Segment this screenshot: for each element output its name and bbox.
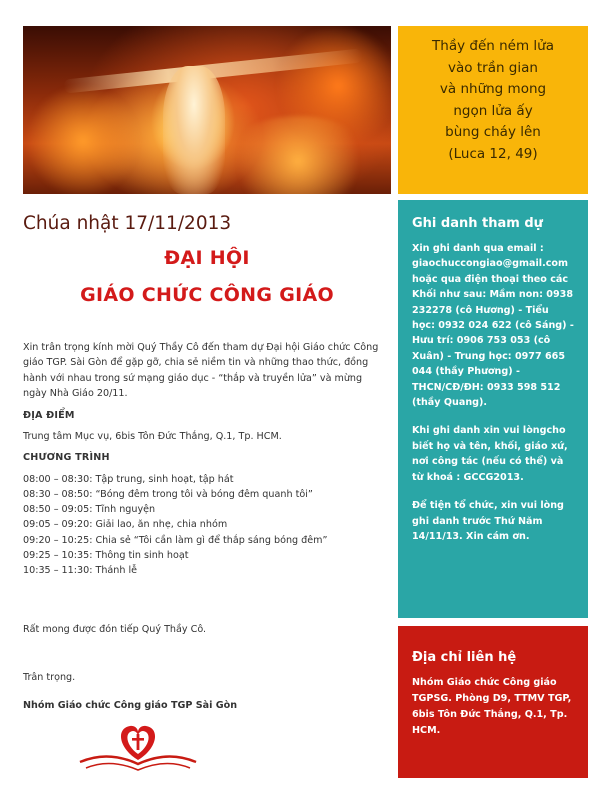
- schedule-item: 08:30 – 08:50: “Bóng đêm trong tôi và bóng đêm quanh tôi”: [23, 489, 313, 501]
- quote-reference: (Luca 12, 49): [448, 145, 538, 162]
- registration-info: Khi ghi danh xin vui lòngcho biết họ và tên, khối, giáo xứ, nơi công tác (nếu có thể) và từ khoá : GCCG2013.: [412, 425, 568, 483]
- invitation-body: [23, 340, 388, 578]
- schedule-item: 09:05 – 09:20: Giải lao, ăn nhẹ, chia nhóm: [23, 519, 228, 531]
- hero-image: [23, 26, 391, 194]
- heart-book-cross-logo-icon: [78, 720, 198, 772]
- venue-text: Trung tâm Mục vụ, 6bis Tôn Đức Thắng, Q.1, Tp. HCM.: [23, 431, 282, 443]
- schedule-item: 09:25 – 10:35: Thông tin sinh hoạt: [23, 549, 189, 561]
- quote-line: ngọn lửa ấy: [453, 102, 533, 119]
- quote-line: Thầy đến ném lửa: [432, 38, 554, 54]
- intro-paragraph: Xin trân trọng kính mời Quý Thầy Cô đến tham dự Đại hội Giáo chức Công giáo TGP. Sài Gòn để gặp gỡ, chia sẻ niềm tin và những thao thức, đồng hành với nhau trong sứ mạng giáo dục - “thắp và truyền lửa” và mừng ngày Nhà Giáo 20/11.: [23, 342, 379, 400]
- address-text: Nhóm Giáo chức Công giáo TGPSG. Phòng D9, TTMV TGP, 6bis Tôn Đức Thắng, Q.1, Tp. HCM.: [412, 677, 572, 736]
- quote-line: bùng cháy lên: [445, 124, 541, 140]
- event-date: Chúa nhật 17/11/2013: [23, 213, 232, 234]
- schedule-item: 08:00 – 08:30: Tập trung, sinh hoạt, tập hát: [23, 473, 234, 485]
- registration-contacts: Xin ghi danh qua email : giaochuccongiao@gmail.com hoặc qua điện thoại theo các Khối như sau: Mầm non: 0938 232278 (cô Hương) - Tiểu học: 0932 024 622 (cô Sáng) - Hưu trí: 0906 753 053 (cô Xuân) - Trung học: 0977 665 044 (thầy Phương) - THCN/CĐ/ĐH: 0933 598 512 (thầy Quang).: [412, 243, 574, 409]
- registration-heading: Ghi danh tham dự: [412, 216, 543, 231]
- address-heading: Địa chỉ liên hệ: [412, 650, 517, 665]
- crucifix-figure: [163, 66, 225, 194]
- event-title-line2: GIÁO CHỨC CÔNG GIÁO: [80, 284, 334, 306]
- scripture-quote-box: [398, 26, 588, 194]
- event-title-line1: ĐẠI HỘI: [164, 247, 250, 269]
- schedule-item: 10:35 – 11:30: Thánh lễ: [23, 565, 138, 577]
- program-heading: CHƯƠNG TRÌNH: [23, 452, 110, 464]
- schedule-item: 09:20 – 10:25: Chia sẻ “Tôi cần làm gì để thắp sáng bóng đêm”: [23, 534, 328, 546]
- closing-line: Rất mong được đón tiếp Quý Thầy Cô.: [23, 624, 207, 635]
- registration-deadline: Để tiện tổ chức, xin vui lòng ghi danh trước Thứ Năm 14/11/13. Xin cám ơn.: [412, 500, 564, 542]
- signature: Nhóm Giáo chức Công giáo TGP Sài Gòn: [23, 700, 238, 711]
- schedule-list: [23, 472, 388, 578]
- venue-heading: ĐỊA ĐIỂM: [23, 409, 75, 421]
- quote-line: và những mong: [439, 81, 547, 97]
- regards-line: Trân trọng.: [23, 672, 76, 683]
- registration-box: [398, 200, 588, 618]
- schedule-item: 08:50 – 09:05: Tĩnh nguyện: [23, 504, 156, 516]
- address-box: [398, 626, 588, 778]
- quote-line: vào trần gian: [448, 59, 538, 76]
